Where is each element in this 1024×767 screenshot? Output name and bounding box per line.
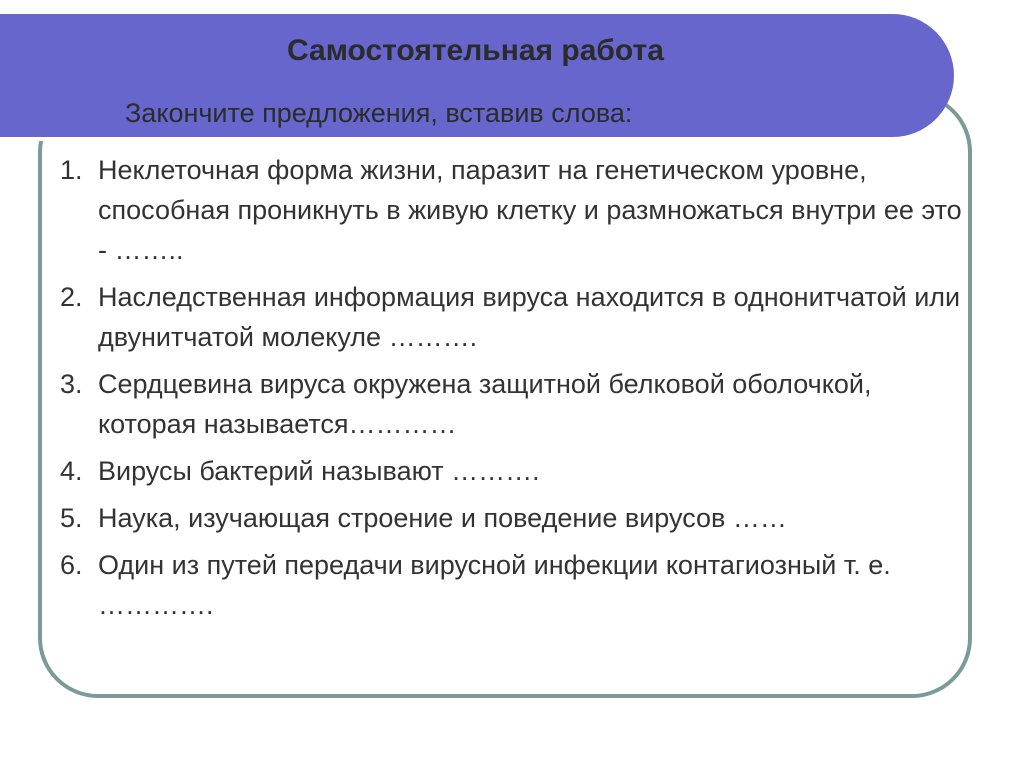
- task-item-5: [60, 498, 965, 538]
- slide-title: Самостоятельная работа: [287, 34, 664, 67]
- task-list: [60, 150, 965, 632]
- task-item-4: [60, 451, 965, 491]
- task-text: Наследственная информация вируса находится в однонитчатой или двунитчатой молекуле ……….: [98, 282, 961, 352]
- task-item-2: [60, 277, 965, 357]
- task-item-6: [60, 545, 965, 625]
- task-number: 5.: [60, 503, 83, 533]
- task-number: 6.: [60, 550, 83, 580]
- task-text: Один из путей передачи вирусной инфекции контагиозный т. е. ………….: [98, 550, 891, 620]
- task-item-3: [60, 364, 965, 444]
- task-number: 2.: [60, 282, 83, 312]
- task-number: 1.: [60, 155, 83, 185]
- task-number: 4.: [60, 456, 83, 486]
- task-number: 3.: [60, 369, 83, 399]
- task-text: Сердцевина вируса окружена защитной белковой оболочкой, которая называется…………: [98, 369, 872, 439]
- task-text: Вирусы бактерий называют ……….: [98, 456, 540, 486]
- task-item-1: [60, 150, 965, 270]
- banner-underline: [0, 137, 910, 141]
- task-text: Наука, изучающая строение и поведение вирусов ……: [98, 503, 787, 533]
- slide-subtitle: Закончите предложения, вставив слова:: [125, 98, 633, 128]
- task-text: Неклеточная форма жизни, паразит на генетическом уровне, способная проникнуть в живую клетку и размножаться внутри ее это - ……..: [98, 155, 962, 265]
